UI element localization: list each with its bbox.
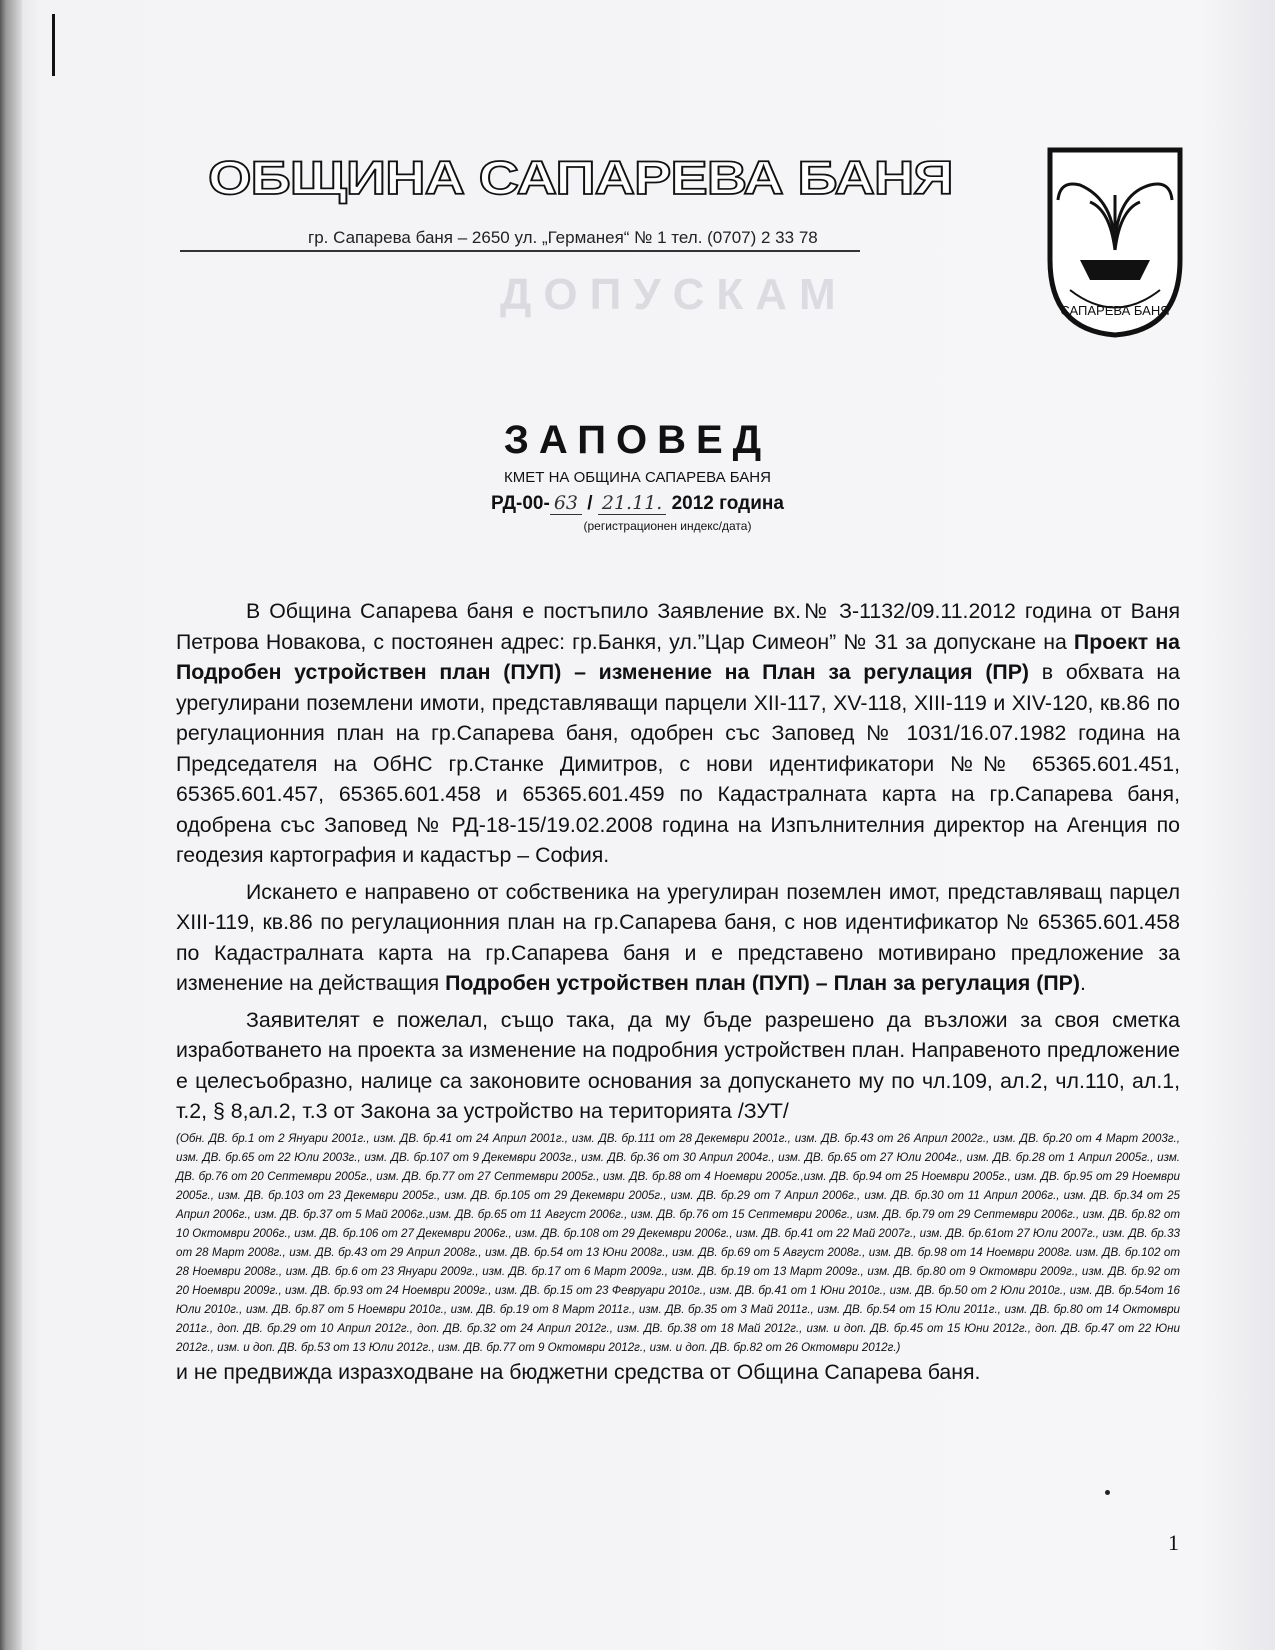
order-issuer: КМЕТ НА ОБЩИНА САПАРЕВА БАНЯ xyxy=(504,469,771,486)
paragraph-3 xyxy=(176,1005,1180,1127)
paragraph-1 xyxy=(176,596,1180,871)
p2-bold: Подробен устройствен план (ПУП) – План за регулация (ПР) xyxy=(445,971,1080,995)
p1-bold: Проект на Подробен устройствен план (ПУП) – изменение на План за регулация (ПР) xyxy=(176,629,1180,684)
ink-dot xyxy=(1105,1490,1110,1495)
order-title: ЗАПОВЕД xyxy=(503,418,772,462)
registration-line: РД-00- 63 / 21.11. 2012 година xyxy=(491,492,784,514)
p3-tail: и не предвижда изразходване на бюджетни средства от Община Сапарева баня. xyxy=(176,1359,981,1384)
page-number: 1 xyxy=(1168,1530,1179,1555)
registration-note: (регистрационен индекс/дата) xyxy=(583,519,752,533)
bleed-through-heading: ДОПУСКАМ xyxy=(500,270,848,319)
municipal-crest-icon xyxy=(1040,140,1190,340)
state-gazette-amendments: (Обн. ДВ. бр.1 от 2 Януари 2001г., изм. ДВ. бр.41 от 24 Април 2001г., изм. ДВ. бр.111 от 28 Декември 2001г., изм. ДВ. бр.43 от 26 Април 2002г., изм. ДВ. бр.20 от 4 Март 2003г., изм. ДВ. бр.65 от 22 Юли 2003г., изм. ДВ. бр.107 от 9 Декември 2003г., изм. ДВ. бр.36 от 30 Април 2004г., изм. ДВ. бр.65 от 27 Юли 2004г., изм. ДВ. бр.28 от 1 Април 2005г., изм. ДВ. бр.76 от 20 Септември 2005г., изм. ДВ. бр.77 от 27 Септември 2005г., изм. ДВ. бр.88 от 4 Ноември 2005г.,изм. ДВ. бр.94 от 25 Ноември 2005г., изм. ДВ. бр.95 от 29 Ноември 2005г., изм. ДВ. бр.103 от 23 Декември 2005г., изм. ДВ. бр.105 от 29 Декември 2005г., изм. ДВ. бр.29 от 7 Април 2006г., изм. ДВ. бр.30 от 11 Април 2006г., изм. ДВ. бр.34 от 25 Април 2006г., изм. ДВ. бр.37 от 5 Май 2006г.,изм. ДВ. бр.65 от 11 Август 2006г., изм. ДВ. бр.76 от 15 Септември 2006г., изм. ДВ. бр.79 от 29 Септември 2006г., изм. ДВ. бр.82 от 10 Октомври 2006г., изм. ДВ. бр.106 от 27 Декември 2006г., изм. ДВ. бр.108 от 29 Декември 2006г., изм. ДВ. бр.41 от 22 Май 2007г., изм. ДВ. бр.61от 27 Юли 2007г., изм. ДВ. бр.33 от 28 Март 2008г., изм. ДВ. бр.43 от 29 Април 2008г., изм. ДВ. бр.54 от 13 Юни 2008г., изм. ДВ. бр.69 от 5 Август 2008г., изм. ДВ. бр.98 от 14 Ноември 2008г. изм. ДВ. бр.102 от 28 Ноември 2008г., изм. ДВ. бр.6 от 23 Януари 2009г., изм. ДВ. бр.17 от 6 Март 2009г., изм. ДВ. бр.19 от 13 Март 2009г., изм. ДВ. бр.80 от 9 Октомври 2009г., изм. ДВ. бр.92 от 20 Ноември 2009г., изм. ДВ. бр.93 от 24 Ноември 2009г., изм. ДВ. бр.15 от 23 Февруари 2010г., изм. ДВ. бр.41 от 1 Юни 2010г., изм. ДВ. бр.50 от 2 Юли 2010г., изм. ДВ. бр.54от 16 Юли 2010г., изм. ДВ. бр.87 от 5 Ноември 2010г., изм. ДВ. бр.19 от 8 Март 2011г., изм. ДВ. бр.35 от 3 Май 2011г., изм. ДВ. бр.54 от 15 Юли 2011г., изм. ДВ. бр.80 от 14 Октомври 2011г., доп. ДВ. бр.29 от 10 Април 2012г., доп. ДВ. бр.32 от 24 Април 2012г., изм. ДВ. бр.38 от 18 Май 2012г., изм. и доп. ДВ. бр.45 от 15 Юни 2012г., доп. ДВ. бр.47 от 22 Юни 2012г., изм. и доп. ДВ. бр.53 от 13 Юли 2012г., изм. ДВ. бр.77 от 9 Октомври 2012г., изм. и доп. ДВ. бр.82 от 26 Октомври 2012г.) xyxy=(176,1131,1180,1354)
p3-text: Заявителят е пожелал, също така, да му бъде разрешено да възложи за своя сметка изработването на проекта за изменение на подробния устройствен план. Направеното предложение е целесъобразно, налице са законовите основания за допускането му по чл.109, ал.2, чл.110, ал.1, т.2, § 8,ал.2, т.3 от Закона за устройство на територията /ЗУТ/ xyxy=(176,1007,1180,1123)
p2-text-end: . xyxy=(1079,971,1086,995)
reg-date-handwritten: 21.11. xyxy=(598,492,666,515)
reg-prefix: РД-00- xyxy=(491,493,550,514)
crest-text: САПАРЕВА БАНЯ xyxy=(1060,303,1170,318)
scan-edge-mark xyxy=(52,14,55,76)
municipality-title: ОБЩИНА САПАРЕВА БАНЯ xyxy=(208,150,953,205)
letterhead-rule xyxy=(180,250,860,252)
scan-edge-shadow xyxy=(0,0,22,1650)
reg-number-handwritten: 63 xyxy=(550,492,582,515)
p1-text: В Община Сапарева баня е постъпило Заявление вх.№ З-1132/09.11.2012 година от Ваня Петрова Новакова, с постоянен адрес: гр.Банкя, ул.”Цар Симеон” № 31 за допускане на xyxy=(176,599,1180,654)
p2-text: Искането е направено от собственика на урегулиран поземлен имот, представляващ парцел XIII-119, кв.86 по регулационния план на гр.Сапарева баня, с нов идентификатор № 65365.601.458 по Кадастралната карта на гр.Сапарева баня и е представено мотивирано предложение за изменение на действащия xyxy=(176,879,1180,995)
letterhead-address: гр. Сапарева баня – 2650 ул. „Германея“ № 1 тел. (0707) 2 33 78 xyxy=(308,228,818,247)
order-title-block xyxy=(0,418,1275,533)
p1-text-cont: в обхвата на урегулирани поземлени имоти, представляващи парцели XII-117, XV-118, XIII-119 и XIV-120, кв.86 по регулационния план на гр.Сапарева баня, одобрен със Заповед № 1031/16.07.1982 година на Председателя на ОбНС гр.Станке Димитров, с нови идентификатори №№ 65365.601.451, 65365.601.457, 65365.601.458 и 65365.601.459 по Кадастралната карта на гр.Сапарева баня, одобрена със Заповед № РД-18-15/19.02.2008 година на Изпълнителния директор на Агенция по геодезия картография и кадастър – София. xyxy=(176,660,1180,867)
reg-year: 2012 година xyxy=(671,493,784,514)
order-body xyxy=(176,596,1180,1387)
paragraph-2 xyxy=(176,877,1180,999)
